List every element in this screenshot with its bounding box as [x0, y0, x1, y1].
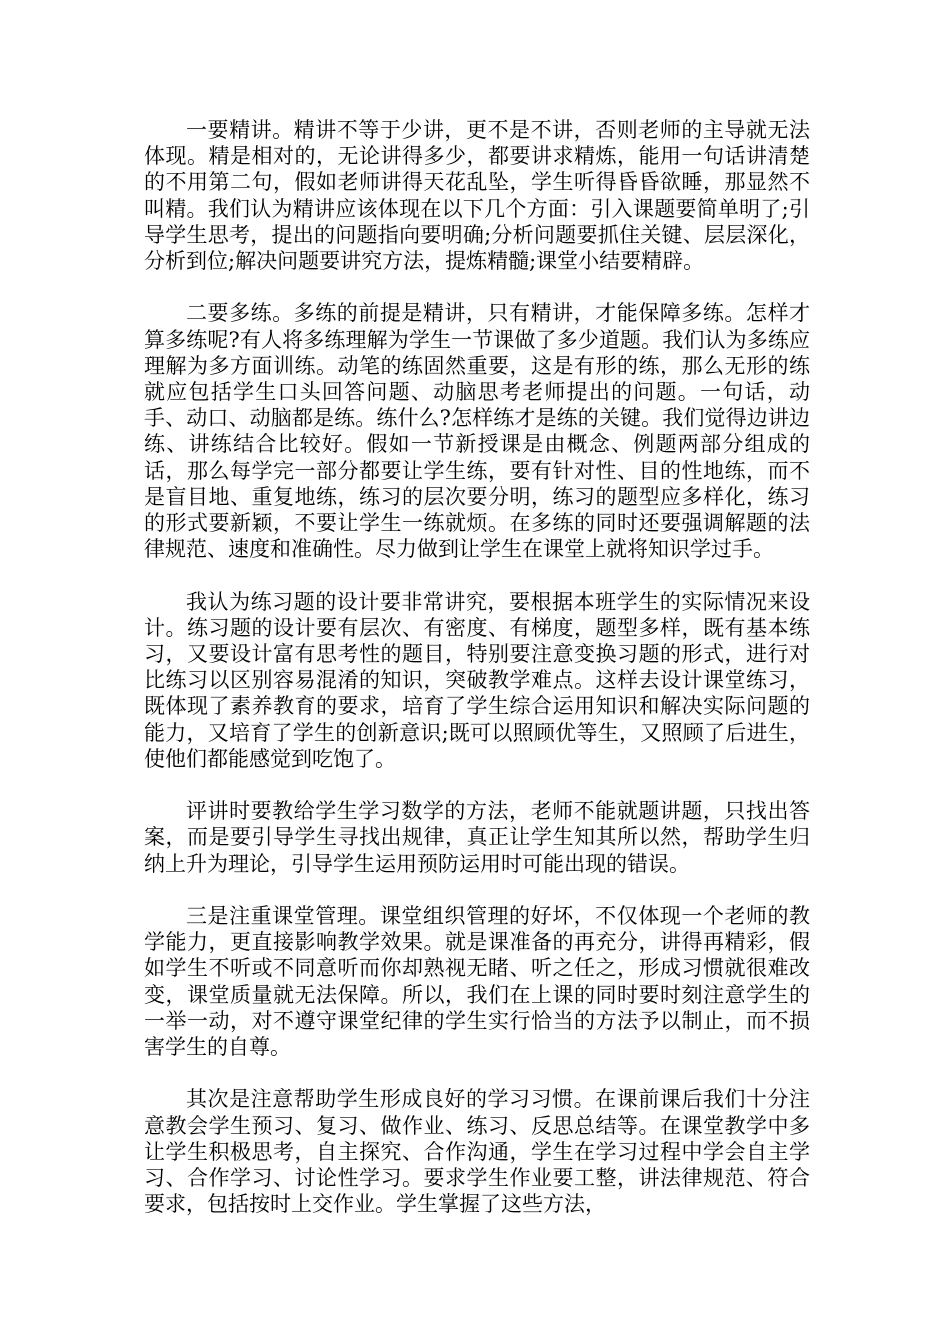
paragraph-classroom-management: 三是注重课堂管理。课堂组织管理的好坏，不仅体现一个老师的教学能力，更直接影响教学效果。就是课准备的再充分，讲得再精彩，假如学生不听或不同意听而你却熟视无睹、听之任之，形成习惯就很难改变，课堂质量就无法保障。所以，我们在上课的同时要时刻注意学生的一举一动，对不遵守课堂纪律的学生实行恰当的方法予以制止，而不损害学生的自尊。	[144, 904, 810, 1060]
paragraph-more-practice: 二要多练。多练的前提是精讲，只有精讲，才能保障多练。怎样才算多练呢?有人将多练理解为学生一节课做了多少道题。我们认为多练应理解为多方面训练。动笔的练固然重要，这是有形的练，那么无形的练就应包括学生口头回答问题、动脑思考老师提出的问题。一句话，动手、动口、动脑都是练。练什么?怎样练才是练的关键。我们觉得边讲边练、讲练结合比较好。假如一节新授课是由概念、例题两部分组成的话，那么每学完一部分都要让学生练，要有针对性、目的性地练，而不是盲目地、重复地练，练习的层次要分明，练习的题型应多样化，练习的形式要新颖，不要让学生一练就烦。在多练的同时还要强调解题的法律规范、速度和准确性。尽力做到让学生在课堂上就将知识学过手。	[144, 301, 810, 562]
paragraph-study-habits: 其次是注意帮助学生形成良好的学习习惯。在课前课后我们十分注意教会学生预习、复习、做作业、练习、反思总结等。在课堂教学中多让学生积极思考，自主探究、合作沟通，学生在学习过程中学会自主学习、合作学习、讨论性学习。要求学生作业要工整，讲法律规范、符合要求，包括按时上交作业。学生掌握了这些方法，	[144, 1087, 810, 1217]
document-body	[144, 117, 810, 1244]
paragraph-exercise-design: 我认为练习题的设计要非常讲究，要根据本班学生的实际情况来设计。练习题的设计要有层次、有密度、有梯度，题型多样，既有基本练习，又要设计富有思考性的题目，特别要注意变换习题的形式，进行对比练习以区别容易混淆的知识，突破教学难点。这样去设计课堂练习，既体现了素养教育的要求，培育了学生综合运用知识和解决实际问题的能力，又培育了学生的创新意识;既可以照顾优等生，又照顾了后进生，使他们都能感觉到吃饱了。	[144, 589, 810, 771]
paragraph-review-method: 评讲时要教给学生学习数学的方法，老师不能就题讲题，只找出答案，而是要引导学生寻找出规律，真正让学生知其所以然，帮助学生归纳上升为理论，引导学生运用预防运用时可能出现的错误。	[144, 799, 810, 876]
paragraph-precise-teaching: 一要精讲。精讲不等于少讲，更不是不讲，否则老师的主导就无法体现。精是相对的，无论讲得多少，都要讲求精炼，能用一句话讲清楚的不用第二句，假如老师讲得天花乱坠，学生听得昏昏欲睡，那显然不叫精。我们认为精讲应该体现在以下几个方面：引入课题要简单明了;引导学生思考，提出的问题指向要明确;分析问题要抓住关键、层层深化，分析到位;解决问题要讲究方法，提炼精髓;课堂小结要精辟。	[144, 118, 810, 274]
